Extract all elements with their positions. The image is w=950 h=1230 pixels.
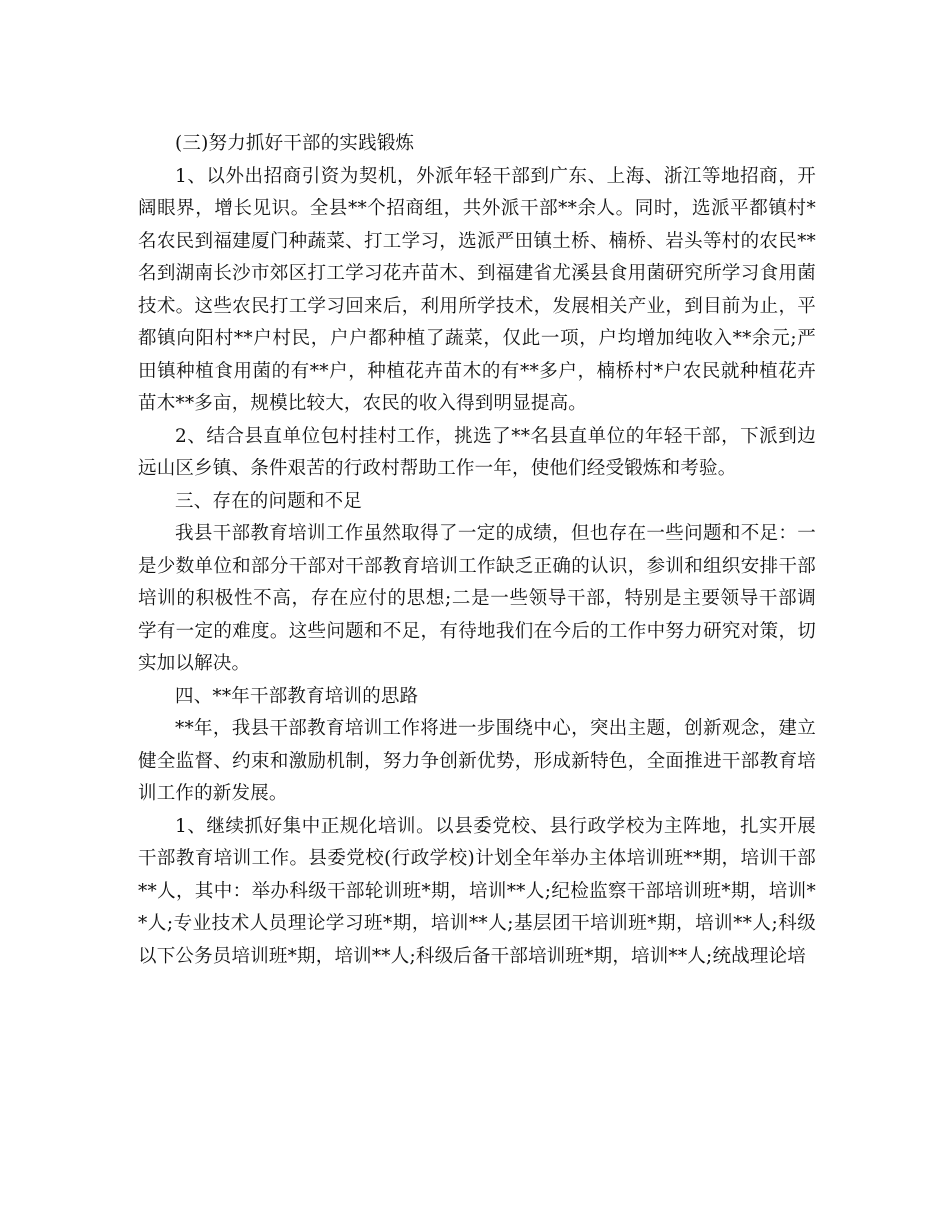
section-heading: 四、**年干部教育培训的思路: [175, 685, 419, 707]
paragraph: 2、结合县直单位包村挂村工作，挑选了**名县直单位的年轻干部，下派到边远山区乡镇、条件艰苦的行政村帮助工作一年，使他们经受锻炼和考验。: [138, 425, 816, 479]
paragraph: **年，我县干部教育培训工作将进一步围绕中心，突出主题，创新观念，建立健全监督、约束和激励机制，努力争创新优势，形成新特色，全面推进干部教育培训工作的新发展。: [138, 718, 816, 804]
paragraph: 1、继续抓好集中正规化培训。以县委党校、县行政学校为主阵地，扎实开展干部教育培训工作。县委党校(行政学校)计划全年举办主体培训班**期，培训干部**人，其中：举办科级干部轮训班*期，培训**人;纪检监察干部培训班*期，培训**人;专业技术人员理论学习班*期，培训**人;基层团干培训班*期，培训**人;科级以下公务员培训班*期，培训**人;科级后备干部培训班*期，培训**人;统战理论培: [138, 815, 816, 967]
section-heading: 三、存在的问题和不足: [175, 490, 363, 512]
paragraph: 我县干部教育培训工作虽然取得了一定的成绩，但也存在一些问题和不足：一是少数单位和部分干部对干部教育培训工作缺乏正确的认识，参训和组织安排干部培训的积极性不高，存在应付的思想;二是一些领导干部，特别是主要领导干部调学有一定的难度。这些问题和不足，有待地我们在今后的工作中努力研究对策，切实加以解决。: [138, 523, 816, 674]
section-heading: (三)努力抓好干部的实践锻炼: [175, 133, 415, 154]
document-body: [138, 128, 816, 973]
paragraph: 1、以外出招商引资为契机，外派年轻干部到广东、上海、浙江等地招商，开阔眼界，增长见识。全县**个招商组，共外派干部**余人。同时，选派平都镇村*名农民到福建厦门种蔬菜、打工学习，选派严田镇土桥、楠桥、岩头等村的农民**名到湖南长沙市郊区打工学习花卉苗木、到福建省尤溪县食用菌研究所学习食用菌技术。这些农民打工学习回来后，利用所学技术，发展相关产业，到目前为止，平都镇向阳村**户村民，户户都种植了蔬菜，仅此一项，户均增加纯收入**余元;严田镇种植食用菌的有**户，种植花卉苗木的有**多户，楠桥村*户农民就种植花卉苗木**多亩，规模比较大，农民的收入得到明显提高。: [138, 165, 816, 414]
